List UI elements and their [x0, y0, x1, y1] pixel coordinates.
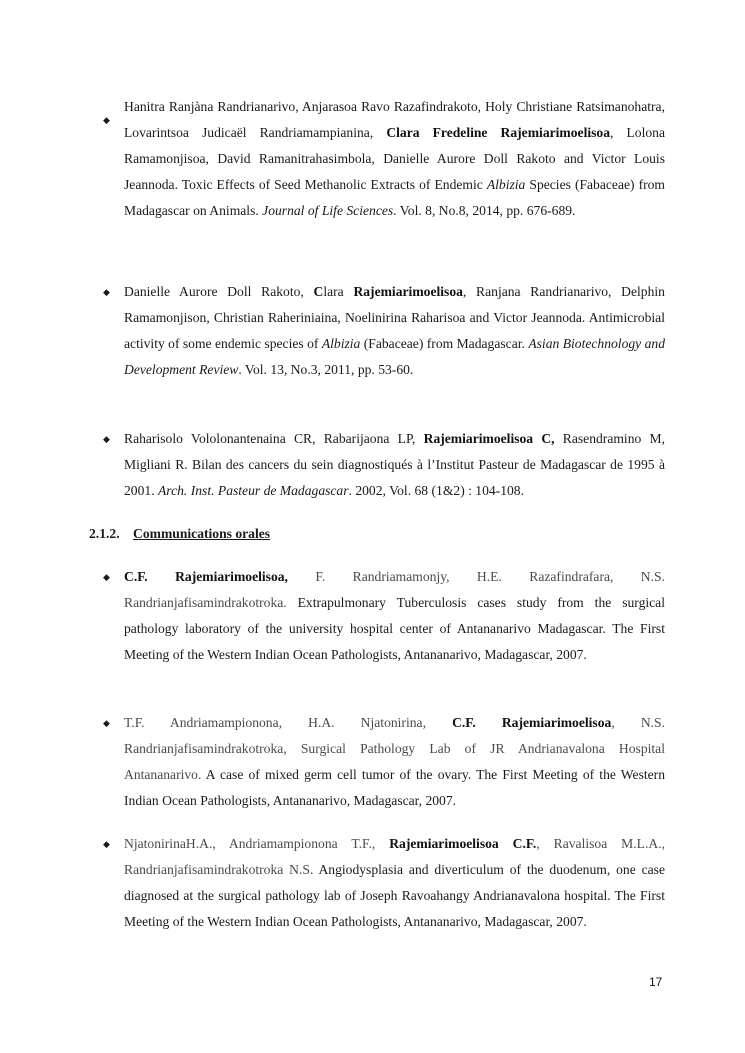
highlighted-author: C.F. Rajemiarimoelisoa [452, 715, 612, 730]
highlighted-author: C.F. Rajemiarimoelisoa, [124, 569, 288, 584]
publication-entry [124, 279, 665, 383]
communication-title: Angiodysplasia and diverticulum of the duodenum, one case diagnosed at the surgical pathology lab of Joseph Ravoahangy Andrianavalona hospital. The First Meeting of the Western Indian Ocean Pathologists, Antananarivo, Madagascar, 2007. [124, 862, 665, 929]
authors: Raharisolo Vololonantenaina CR, Rabarijaona LP, [124, 431, 424, 446]
citation-details: . 2002, Vol. 68 (1&2) : 104-108. [348, 483, 524, 498]
citation-details: . Vol. 13, No.3, 2011, pp. 53-60. [238, 362, 414, 377]
co-authors: T.F. Andriamampionona, H.A. Njatonirina, [124, 715, 453, 730]
communication-entry [124, 710, 665, 814]
section-number: 2.1.2. [89, 526, 120, 541]
bullet-icon: ◆ [103, 287, 110, 297]
highlighted-author: Rajemiarimoelisoa [353, 284, 463, 299]
bullet-icon: ◆ [103, 839, 110, 849]
highlighted-author: Rajemiarimoelisoa C, [423, 431, 555, 446]
highlighted-author: Rajemiarimoelisoa C.F. [389, 836, 537, 851]
title-rest: Species (Fabaceae) from Madagascar on Animals. [124, 177, 666, 218]
authors-and-title: , Lolona Ramamonjisoa, David Ramanitrahasimbola, Danielle Aurore Doll Rakoto and Victor Louis Jeannoda. Toxic Effects of Seed Methanolic Extracts of Endemic [124, 125, 665, 192]
communication-title: A case of mixed germ cell tumor of the ovary. The First Meeting of the Western Indian Ocean Pathologists, Antananarivo, Madagascar, 2007. [124, 767, 665, 808]
publication-entry [124, 426, 665, 504]
highlighted-initial: C [313, 284, 324, 299]
genus-name: Albizia [321, 336, 361, 351]
section-heading [89, 521, 270, 547]
co-authors: F. Randriamamonjy, H.E. Razafindrafara, N.S. Randrianjafisamindrakotroka. [124, 569, 665, 610]
publication-entry [124, 94, 665, 224]
journal-name: Asian Biotechnology and Development Review [124, 336, 666, 377]
journal-name: Journal of Life Sciences [262, 203, 394, 218]
bullet-icon: ◆ [103, 572, 110, 582]
genus-name: Albizia [486, 177, 526, 192]
authors-and-title: Rasendramino M, Migliani R. Bilan des cancers du sein diagnostiqués à l’Institut Pasteur de Madagascar de 1995 à 2001. [124, 431, 666, 498]
co-authors: , Ravalisoa M.L.A., Randrianjafisamindrakotroka N.S. [124, 836, 665, 877]
page-number: 17 [649, 975, 663, 989]
co-authors-affiliation: , N.S. Randrianjafisamindrakotroka, Surgical Pathology Lab of JR Andrianavalona Hospital Antananarivo. [124, 715, 665, 782]
authors: Hanitra Ranjàna Randrianarivo, Anjarasoa Ravo Razafindrakoto, Holy Christiane Ratsimanohatra, Lovarintsoa Judicaël Randriamampianina, [124, 99, 665, 140]
communication-entry [124, 831, 665, 935]
highlighted-author: Clara Fredeline Rajemiarimoelisoa [386, 125, 611, 140]
citation-details: . Vol. 8, No.8, 2014, pp. 676-689. [393, 203, 576, 218]
authors-and-title: , Ranjana Randrianarivo, Delphin Ramamonjison, Christian Raheriniaina, Noelinirina Raharisoa and Victor Jeannoda. Antimicrobial activity of some endemic species of [124, 284, 665, 351]
bullet-icon: ◆ [103, 434, 110, 444]
section-title: Communications orales [133, 526, 271, 541]
author-first-name: lara [323, 284, 354, 299]
bullet-icon: ◆ [103, 718, 110, 728]
journal-name: Arch. Inst. Pasteur de Madagascar [157, 483, 349, 498]
bullet-icon: ◆ [103, 115, 110, 125]
authors: Danielle Aurore Doll Rakoto, [124, 284, 314, 299]
co-authors: NjatonirinaH.A., Andriamampionona T.F., [124, 836, 390, 851]
communication-entry [124, 564, 665, 668]
title-rest: (Fabaceae) from Madagascar. [360, 336, 529, 351]
communication-title: Extrapulmonary Tuberculosis cases study from the surgical pathology laboratory of the university hospital center of Antananarivo Madagascar. The First Meeting of the Western Indian Ocean Pathologists, Antananarivo, Madagascar, 2007. [124, 595, 665, 662]
